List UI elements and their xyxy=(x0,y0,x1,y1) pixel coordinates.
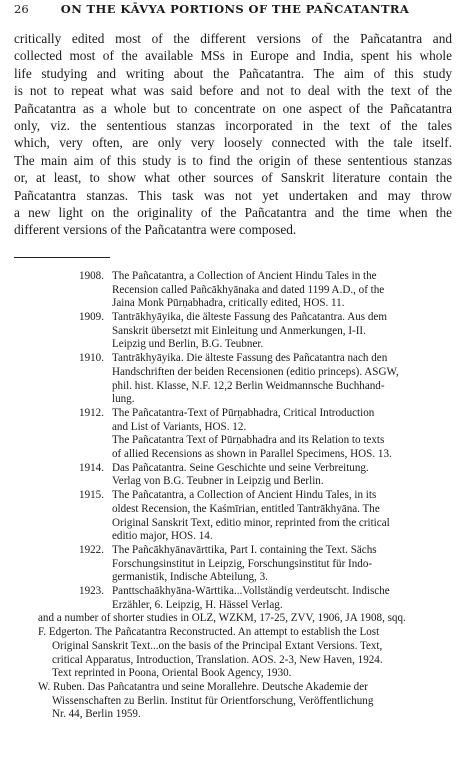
bibliography-list xyxy=(14,270,452,722)
entry-line: critical Apparatus, Introduction, Translation. AOS. 2-3, New Haven, 1924. xyxy=(52,653,383,666)
body-line: different versions of the Pañcatantra were composed. xyxy=(14,222,297,238)
entry-text xyxy=(112,407,452,434)
entry-year: 1912. xyxy=(79,406,104,419)
body-line: or, at least, to show what other sources of Sanskrit literature contain the xyxy=(14,170,452,186)
entry-line: phil. hist. Klasse, N.F. 12,2 Berlin Weidmannsche Buchhand- xyxy=(112,379,385,392)
entry-text xyxy=(112,544,452,585)
entry-line: The Pañcatantra, a Collection of Ancient Hindu Tales, in its xyxy=(112,489,377,502)
entry-year: 1910. xyxy=(79,352,104,365)
entry-text xyxy=(112,489,452,544)
bibliography-entry xyxy=(14,270,452,311)
entry-line: Nr. 44, Berlin 1959. xyxy=(52,708,141,721)
entry-line: Recension called Pañcākhyānaka and dated 1199 A.D., of the xyxy=(112,283,385,296)
entry-line: Jaina Monk Pūrṇabhadra, critically edited, HOS. 11. xyxy=(112,297,345,310)
entry-line: Das Pañcatantra. Seine Geschichte und seine Verbreitung. xyxy=(112,461,369,474)
body-line: The main aim of this study is to find the origin of these sententious stanzas xyxy=(14,152,452,168)
entry-year: 1923. xyxy=(79,585,104,598)
page-header xyxy=(14,2,452,26)
entry-text xyxy=(112,462,452,489)
entry-text xyxy=(112,311,452,352)
body-line: Pañcatantra as a whole but to concentrate on one aspect of the Pañcatantra xyxy=(14,100,452,116)
entry-subitem xyxy=(14,434,452,461)
body-line: which, very often, are only very loosely connected with the tale itself. xyxy=(14,135,452,151)
entry-year: 1914. xyxy=(79,461,104,474)
bibliography-entry xyxy=(14,585,452,612)
bibliography-entry xyxy=(14,544,452,585)
bibliography-entry xyxy=(14,462,452,489)
entry-line: Erzähler, 6. Leipzig, H. Hässel Verlag. xyxy=(112,598,283,611)
entry-year: 1915. xyxy=(79,489,104,502)
entry-line: Handschriften der beiden Recensionen (editio princeps). ASGW, xyxy=(112,365,399,378)
entry-line: Sanskrit übersetzt mit Einleitung und Anmerkungen, I-II. xyxy=(112,324,366,337)
entry-line: of allied Recensions as shown in Parallel Specimens, HOS. 13. xyxy=(112,448,392,461)
entry-line: The Pañcatantra-Text of Pūrṇabhadra, Critical Introduction xyxy=(112,406,375,419)
bibliography-entry xyxy=(14,407,452,434)
entry-line: Tantrākhyāyika, die älteste Fassung des Pañcatantra. Aus dem xyxy=(112,310,387,323)
page-number: 26 xyxy=(14,2,29,16)
entry-year: 1909. xyxy=(79,310,104,323)
entry-line: F. Edgerton. The Pañcatantra Reconstructed. An attempt to establish the Lost xyxy=(38,626,380,639)
entry-year: 1908. xyxy=(79,269,104,282)
entry-line: W. Ruben. Das Pañcatantra und seine Morallehre. Deutsche Akademie der xyxy=(38,680,368,693)
entry-line: and List of Variants, HOS. 12. xyxy=(112,420,247,433)
running-title: ON THE KĀVYA PORTIONS OF THE PAÑCATANTRA xyxy=(60,2,410,16)
entry-line: Verlag von B.G. Teubner in Leipzig und Berlin. xyxy=(112,475,324,488)
entry-line: Original Sanskrit Text, editio minor, reprinted from the critical xyxy=(112,516,390,529)
bibliography-closing-entry xyxy=(14,626,452,681)
entry-line: editio major, HOS. 14. xyxy=(112,530,213,543)
entry-text xyxy=(112,585,452,612)
bibliography-entry xyxy=(14,489,452,544)
body-line: is not to repeat what was said before and not to deal with the text of the xyxy=(14,83,452,99)
body-line: collected most of the available MSs in Europe and India, spent his whole xyxy=(14,48,452,64)
entry-line: The Pañcākhyānavārttika, Part I. containing the Text. Sächs xyxy=(112,543,377,556)
footnote-divider xyxy=(14,257,110,258)
entry-line: The Pañcatantra Text of Pūrṇabhadra and its Relation to texts xyxy=(112,434,385,447)
entry-year: 1922. xyxy=(79,543,104,556)
entry-line: Text reprinted in Poona, Oriental Book Agency, 1930. xyxy=(52,667,292,680)
entry-line: Leipzig und Berlin, B.G. Teubner. xyxy=(112,338,264,351)
entry-line: Tantrākhyāyika. Die älteste Fassung des Pañcatantra nach den xyxy=(112,352,388,365)
entry-text xyxy=(112,270,452,311)
body-line: life studying and writing about the Pañcatantra. The aim of this study xyxy=(14,65,452,81)
entry-line: Panttschaākhyāna-Wārttika...Vollständig verdeutscht. Indische xyxy=(112,585,390,598)
bibliography-closing-entry xyxy=(14,612,452,626)
body-line: a new light on the originality of the Pañcatantra and the time when the xyxy=(14,205,452,221)
bibliography-entry xyxy=(14,352,452,407)
body-line: critically edited most of the different versions of the Pañcatantra and xyxy=(14,31,452,46)
entry-line: lung. xyxy=(112,393,135,406)
entry-line: Forschungsinstitut in Leipzig, Forschungsinstitut für Indo- xyxy=(112,557,373,570)
entry-line: The Pañcatantra, a Collection of Ancient Hindu Tales in the xyxy=(112,269,377,282)
entry-line: oldest Recension, the Kaśmīrian, entitled Tantrākhyāna. The xyxy=(112,502,380,515)
body-line: only, viz. the sententious stanzas incorporated in the text of the tales xyxy=(14,118,452,134)
entry-line: germanistik, Indische Abteilung, 3. xyxy=(112,571,268,584)
entry-text xyxy=(112,352,452,407)
entry-line: Original Sanskrit Text...on the basis of the Principal Extant Versions. Text, xyxy=(52,639,383,652)
bibliography-entry xyxy=(14,311,452,352)
entry-line: Wissenschaften zu Berlin. Institut für Orientforschung, Veröffentlichung xyxy=(52,694,374,707)
body-line: Pañcatantra stanzas. This task was not yet undertaken and may throw xyxy=(14,187,452,203)
body-paragraph xyxy=(14,30,452,239)
bibliography-closing-entry xyxy=(14,681,452,722)
entry-line: and a number of shorter studies in OLZ, WZKM, 17-25, ZVV, 1906, JA 1908, sqq. xyxy=(38,612,406,625)
